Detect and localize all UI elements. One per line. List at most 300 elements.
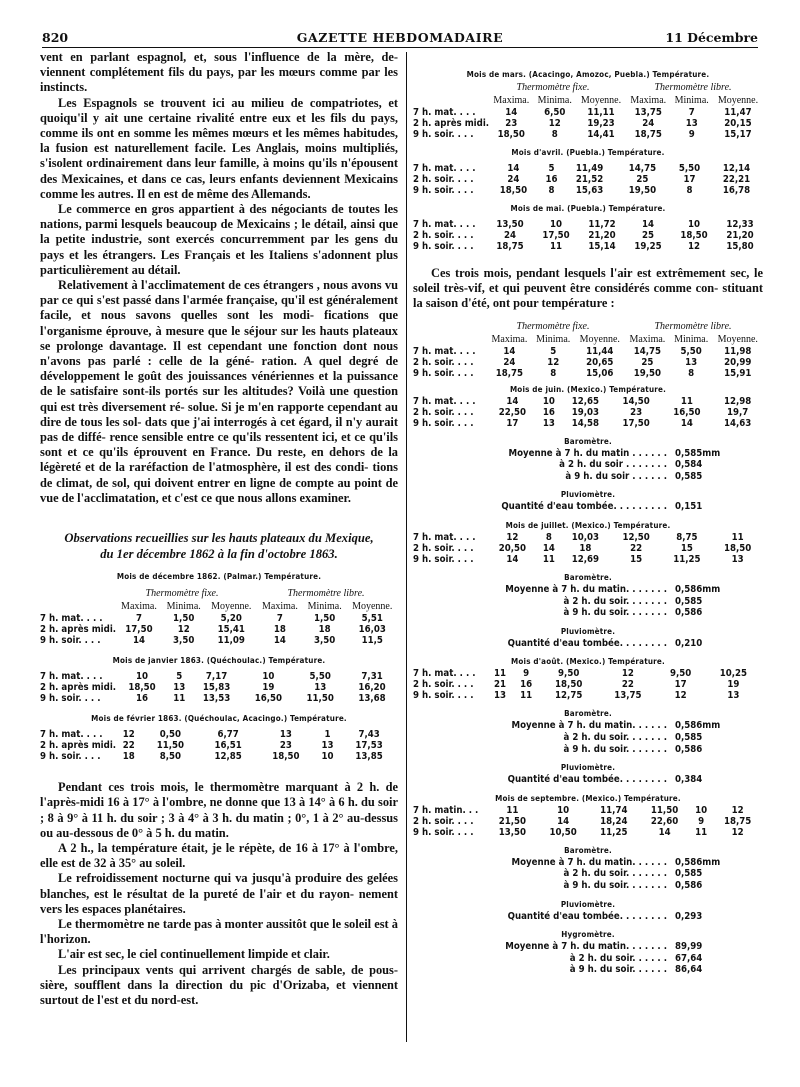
table-row bbox=[413, 129, 763, 140]
table-cell: 11,50 bbox=[306, 693, 334, 705]
col-header: Maxima. bbox=[630, 95, 667, 106]
table-row bbox=[413, 357, 763, 368]
table-cell: 25 bbox=[636, 174, 649, 185]
table-cell: 17,50 bbox=[125, 624, 153, 636]
paragraph: L'air est sec, le ciel continuellement limpide et clair. bbox=[58, 947, 330, 962]
table-cell: 11,74 bbox=[600, 804, 628, 816]
table-cell: 11,5 bbox=[361, 635, 383, 647]
barometer-row: à 9 h. du soir. . . . . . . 0,586 bbox=[563, 607, 703, 619]
paragraph: A 2 h., la température était, je le répète, de 16 à 17° à l'ombre, elle est de 32 à 35° au soleil. bbox=[40, 840, 398, 871]
table-cell: 12 bbox=[621, 668, 634, 680]
col-header: Maxima. bbox=[121, 601, 157, 613]
pluviometer-heading: Pluviomètre. bbox=[560, 899, 616, 909]
row-label: 7 h. mat. . . . bbox=[413, 163, 476, 174]
thermometer-headings bbox=[413, 81, 763, 94]
paragraph: Les Espagnols se trouvent ici au milieu de compatriotes, et quoiqu'il y ait une certaine rivalité entre eux et les fils du pays, comme ils ont en somme les mêmes mœurs et les mêmes habitudes, la fusion est naturellement facile. Les Anglais, moins multipliés, s'isolent ordinairement dans leur famille, à moins qu'ils n'épousent des Mexicaines, et dans ce cas, leurs enfants deviennent Mexicains comme les autres. Il en est de même des Allemands. bbox=[40, 95, 398, 201]
barometer-row: à 2 h. du soir. . . . . . . 0,585 bbox=[563, 868, 703, 880]
thermo-libre-label: Thermomètre libre. bbox=[654, 82, 732, 93]
table-cell: 14,50 bbox=[622, 395, 650, 407]
table-cell: 18,75 bbox=[723, 815, 752, 827]
table-row bbox=[40, 740, 398, 751]
table-cell: 6,77 bbox=[217, 729, 239, 741]
left-column bbox=[40, 50, 398, 1008]
table-cell: 13,75 bbox=[634, 107, 662, 118]
table-cell: 1,50 bbox=[173, 613, 195, 625]
col-header: Moyenne. bbox=[579, 333, 620, 345]
month-heading: Mois d'août. (Mexico.) Température. bbox=[511, 657, 665, 667]
column-headers bbox=[413, 333, 763, 346]
barometer-row: à 9 h. du soir. . . . . . . 0,586 bbox=[563, 743, 703, 755]
table-cell: 22 bbox=[122, 740, 135, 752]
barometer-row: Moyenne à 7 h. du matin . . . . . . 0,585mm bbox=[508, 447, 721, 459]
table-row bbox=[413, 827, 763, 838]
table-cell: 18,75 bbox=[634, 129, 662, 140]
hygrometer-heading: Hygromètre. bbox=[561, 930, 615, 940]
table-cell: 23 bbox=[505, 118, 518, 129]
col-header: Minima. bbox=[674, 333, 709, 345]
col-header: Minima. bbox=[307, 601, 342, 613]
paragraph: vent en parlant espagnol, et, sous l'influence de la mère, de- viennent complétement fils du pays, par les mœurs comme par les instincts. bbox=[40, 50, 398, 95]
table-cell: 11,25 bbox=[673, 553, 701, 565]
table-cell: 11 bbox=[731, 531, 744, 543]
table-cell: 25 bbox=[641, 230, 654, 241]
table-cell: 22,60 bbox=[650, 815, 679, 827]
temperature-table bbox=[413, 396, 763, 429]
table-cell: 14 bbox=[506, 553, 519, 565]
table-row bbox=[413, 543, 763, 554]
table-cell: 19,03 bbox=[571, 406, 600, 418]
table-cell: 19,25 bbox=[634, 241, 662, 252]
row-label: 2 h. soir. . . . bbox=[413, 406, 474, 418]
thermo-fixe-label: Thermomètre fixe. bbox=[516, 82, 590, 93]
table-row bbox=[40, 613, 398, 624]
temperature-table bbox=[413, 532, 763, 565]
table-cell: 13,50 bbox=[496, 219, 524, 230]
table-row bbox=[413, 241, 763, 252]
table-row bbox=[413, 690, 763, 701]
table-cell: 14 bbox=[505, 107, 518, 118]
temperature-table bbox=[40, 671, 398, 704]
month-heading: Mois de juin. (Mexico.) Température. bbox=[509, 384, 667, 394]
table-cell: 12,50 bbox=[622, 531, 650, 543]
barometer-row: à 2 h. du soir. . . . . . . 0,585 bbox=[563, 731, 703, 743]
summary-paragraph: Ces trois mois, pendant lesquels l'air est extrêmement sec, le soleil très-vif, et qui peuvent être considérés comme con- stituant la saison d'été, ont pour température : bbox=[413, 266, 763, 311]
barometer-heading: Baromètre. bbox=[564, 572, 612, 582]
table-cell: 11 bbox=[542, 553, 555, 565]
row-label: 9 h. soir. . . . bbox=[413, 553, 474, 565]
table-cell: 21 bbox=[494, 679, 507, 691]
table-row bbox=[413, 368, 763, 379]
table-row bbox=[413, 816, 763, 827]
table-cell: 13,75 bbox=[614, 690, 642, 702]
table-cell: 16 bbox=[520, 679, 533, 691]
table-cell: 10 bbox=[557, 804, 570, 816]
issue-date: 11 Décembre bbox=[665, 30, 758, 45]
temperature-table bbox=[413, 668, 763, 701]
table-cell: 13 bbox=[321, 740, 334, 752]
table-cell: 12 bbox=[731, 826, 744, 838]
table-cell: 10 bbox=[135, 671, 148, 683]
table-cell: 16,50 bbox=[673, 406, 701, 418]
hygrometer-row: à 9 h. du soir. . . . . . 86,64 bbox=[569, 964, 703, 976]
table-cell: 16 bbox=[545, 174, 558, 185]
paragraph: Relativement à l'acclimatement de ces étrangers , nous avons vu par ce qui s'est passé dans l'armée française, qu'il est généralement facile, et nous savons quelles sont les modi- fications que l'organisme éprouve, à mesure que le séjour sur les hauts plateaux se prolonge davantage. Il est cependant une fonction dont nous n'avons pas parlé : celle de la géné- ration. A quel degré de développement le goût des jouissances vénériennes et la puissance de le satisfaire sont-ils portés sur les altitudes? Voilà une question qui est très diversement ré- solue. Si je m'en rapporte cependant au dire de tous les sol- dats que j'ai interrogés à cet égard, il n'y aurait pas de diffé- rence sensible entre ce qu'ils ressentent ici, et ce qu'ils sont et ce qu'ils éprouvent en France. Du reste, en dehors de la légèreté et de la raréfaction de l'atmosphère, il est des condi- tions de climat, de sol, qui doivent entrer en ligne de compte au point de vue de l'acclimatation, et c'est ce que nous allons examiner. bbox=[40, 278, 398, 505]
table-cell: 18,75 bbox=[495, 367, 524, 379]
month-heading: Mois de mars. (Acacingo, Amozoc, Puebla.) Température. bbox=[466, 70, 710, 79]
table-cell: 20,65 bbox=[586, 356, 614, 368]
barometer-heading: Baromètre. bbox=[564, 709, 612, 719]
table-cell: 22,50 bbox=[498, 406, 527, 418]
col-header: Maxima. bbox=[262, 601, 298, 613]
table-cell: 9,50 bbox=[558, 668, 580, 680]
table-cell: 10 bbox=[321, 751, 334, 763]
table-cell: 17,53 bbox=[355, 740, 383, 752]
table-cell: 18,75 bbox=[496, 241, 524, 252]
table-row bbox=[413, 185, 763, 196]
table-cell: 20,99 bbox=[724, 356, 752, 368]
row-label: 2 h. soir. . . . bbox=[413, 356, 474, 368]
barometer-row: à 2 h. du soir . . . . . . . 0,584 bbox=[559, 459, 703, 471]
table-cell: 13,53 bbox=[202, 693, 231, 705]
temperature-table bbox=[413, 163, 763, 196]
table-cell: 23 bbox=[630, 406, 643, 418]
temperature-table bbox=[413, 94, 763, 140]
table-cell: 21,20 bbox=[588, 230, 616, 241]
table-cell: 12 bbox=[687, 241, 700, 252]
pluviometer-row: Quantité d'eau tombée. . . . . . . . 0,384 bbox=[507, 774, 703, 786]
row-label: 7 h. mat. . . . bbox=[413, 345, 476, 357]
table-cell: 14 bbox=[680, 417, 693, 429]
table-row bbox=[413, 230, 763, 241]
row-label: 7 h. mat. . . . bbox=[40, 729, 103, 741]
table-cell: 13,50 bbox=[498, 826, 527, 838]
table-cell: 15 bbox=[630, 553, 643, 565]
month-heading: Mois d'avril. (Puebla.) Température. bbox=[511, 148, 665, 157]
table-cell: 15,83 bbox=[202, 682, 231, 694]
table-cell: 18,24 bbox=[600, 815, 628, 827]
table-cell: 11,72 bbox=[588, 219, 616, 230]
table-cell: 7 bbox=[276, 613, 283, 625]
table-cell: 10,50 bbox=[549, 826, 577, 838]
month-heading: Mois de mai. (Puebla.) Température. bbox=[510, 204, 666, 213]
table-cell: 11 bbox=[549, 241, 562, 252]
table-cell: 10 bbox=[695, 804, 708, 816]
table-cell: 11,98 bbox=[724, 345, 752, 357]
table-cell: 8,50 bbox=[159, 751, 181, 763]
table-cell: 13 bbox=[727, 690, 740, 702]
table-cell: 12 bbox=[548, 118, 561, 129]
table-cell: 14 bbox=[658, 826, 671, 838]
table-cell: 15 bbox=[680, 542, 693, 554]
row-label: 9 h. soir. . . . bbox=[40, 693, 101, 705]
paragraph: Le refroidissement nocturne qui va jusqu'à produire des gelées blanches, est le résultat de la pureté de l'air et du rayon- nement vers les espaces planétaires. bbox=[40, 871, 398, 916]
col-header: Moyenne. bbox=[211, 601, 252, 613]
table-cell: 20,50 bbox=[498, 542, 527, 554]
table-cell: 11 bbox=[506, 804, 519, 816]
table-cell: 18,50 bbox=[272, 751, 300, 763]
barometer-row: Moyenne à 7 h. du matin. . . . . . 0,586mm bbox=[511, 720, 721, 732]
table-cell: 5 bbox=[550, 345, 557, 357]
table-cell: 19,7 bbox=[726, 406, 749, 418]
pluviometer-heading: Pluviomètre. bbox=[560, 763, 616, 773]
table-cell: 7,43 bbox=[358, 729, 380, 741]
col-header: Minima. bbox=[674, 95, 709, 106]
table-cell: 25 bbox=[641, 356, 654, 368]
row-label: 9 h. soir. . . . bbox=[413, 826, 474, 838]
table-cell: 11 bbox=[520, 690, 533, 702]
table-cell: 3,50 bbox=[173, 635, 195, 647]
table-cell: 15,41 bbox=[217, 624, 245, 636]
table-cell: 12 bbox=[731, 804, 744, 816]
observations-caption: Observations recueillies sur les hauts plateaux du Mexique, bbox=[64, 531, 374, 546]
table-cell: 19,50 bbox=[633, 367, 662, 379]
table-cell: 11,50 bbox=[650, 804, 679, 816]
table-cell: 10,03 bbox=[571, 531, 600, 543]
col-header: Maxima. bbox=[493, 95, 530, 106]
journal-title: GAZETTE HEBDOMADAIRE bbox=[296, 30, 504, 45]
table-row bbox=[413, 346, 763, 357]
table-cell: 23 bbox=[279, 740, 292, 752]
table-cell: 13 bbox=[314, 682, 327, 694]
table-cell: 14 bbox=[641, 219, 654, 230]
row-label: 7 h. mat. . . . bbox=[40, 671, 103, 683]
row-label: 9 h. soir. . . . bbox=[413, 129, 474, 140]
temperature-table bbox=[413, 805, 763, 838]
table-cell: 13 bbox=[685, 118, 698, 129]
pluviometer-row: Quantité d'eau tombée. . . . . . . . 0,210 bbox=[507, 637, 703, 649]
table-cell: 11 bbox=[695, 826, 708, 838]
table-cell: 14,58 bbox=[571, 417, 600, 429]
table-cell: 1 bbox=[324, 729, 331, 741]
table-cell: 10 bbox=[262, 671, 275, 683]
table-cell: 16,78 bbox=[722, 185, 751, 196]
row-label: 9 h. soir. . . . bbox=[40, 751, 101, 763]
paragraph: Le thermomètre ne tarde pas à monter aussitôt que le soleil est à l'horizon. bbox=[40, 916, 398, 947]
table-row bbox=[413, 679, 763, 690]
row-label: 2 h. soir. . . . bbox=[413, 174, 474, 185]
col-header: Moyenne. bbox=[717, 333, 758, 345]
table-cell: 8,75 bbox=[676, 531, 698, 543]
table-cell: 11,50 bbox=[156, 740, 184, 752]
table-cell: 16 bbox=[542, 406, 555, 418]
table-cell: 17,50 bbox=[622, 417, 650, 429]
row-label: 2 h. soir. . . . bbox=[413, 815, 474, 827]
row-label: 7 h. matin. . . bbox=[413, 804, 479, 816]
table-row bbox=[413, 554, 763, 565]
table-cell: 11 bbox=[173, 693, 186, 705]
table-cell: 16,51 bbox=[214, 740, 242, 752]
table-cell: 14,75 bbox=[628, 163, 657, 174]
table-row bbox=[413, 407, 763, 418]
table-cell: 7,17 bbox=[205, 671, 228, 683]
table-cell: 22 bbox=[630, 542, 643, 554]
row-label: 7 h. mat. . . . bbox=[413, 219, 476, 230]
table-cell: 14,75 bbox=[633, 345, 662, 357]
barometer-row: à 2 h. du soir. . . . . . . 0,585 bbox=[563, 595, 703, 607]
column-headers bbox=[40, 600, 398, 613]
col-header: Maxima. bbox=[629, 333, 666, 345]
table-cell: 5,51 bbox=[361, 613, 383, 625]
row-label: 9 h. soir. . . . bbox=[40, 635, 101, 647]
table-cell: 24 bbox=[642, 118, 655, 129]
table-cell: 5,50 bbox=[678, 163, 701, 174]
table-cell: 19 bbox=[262, 682, 275, 694]
row-label: 2 h. soir. . . . bbox=[413, 230, 474, 241]
table-cell: 0,50 bbox=[159, 729, 181, 741]
row-label: 7 h. mat. . . . bbox=[413, 395, 476, 407]
observations-caption-dates: du 1er décembre 1862 à la fin d'octobre 1863. bbox=[100, 547, 338, 562]
table-row bbox=[40, 682, 398, 693]
table-cell: 21,20 bbox=[726, 230, 754, 241]
table-row bbox=[413, 396, 763, 407]
table-cell: 8 bbox=[688, 367, 695, 379]
table-cell: 6,50 bbox=[544, 107, 566, 118]
table-cell: 11,47 bbox=[724, 107, 752, 118]
table-cell: 16,50 bbox=[254, 693, 283, 705]
table-cell: 9 bbox=[688, 129, 695, 140]
table-cell: 11 bbox=[494, 668, 507, 680]
table-cell: 13 bbox=[173, 682, 186, 694]
table-cell: 14 bbox=[503, 345, 516, 357]
table-cell: 12 bbox=[122, 729, 135, 741]
table-cell: 8 bbox=[548, 185, 555, 196]
row-label: 9 h. soir. . . . bbox=[413, 367, 474, 379]
right-column bbox=[413, 50, 763, 976]
table-cell: 12 bbox=[506, 531, 519, 543]
table-cell: 17 bbox=[683, 174, 696, 185]
table-cell: 5 bbox=[176, 671, 183, 683]
table-cell: 7,31 bbox=[361, 671, 383, 683]
table-cell: 15,80 bbox=[726, 241, 754, 252]
thermometer-headings bbox=[40, 587, 398, 600]
table-cell: 16,20 bbox=[358, 682, 386, 694]
table-cell: 18,50 bbox=[128, 682, 156, 694]
table-cell: 18,50 bbox=[680, 230, 708, 241]
table-row bbox=[413, 174, 763, 185]
table-cell: 11,49 bbox=[575, 163, 604, 174]
table-cell: 5,50 bbox=[680, 345, 702, 357]
table-cell: 7 bbox=[688, 107, 695, 118]
page-number: 820 bbox=[42, 30, 69, 45]
table-cell: 14 bbox=[557, 815, 570, 827]
row-label: 2 h. soir. . . . bbox=[413, 542, 474, 554]
table-cell: 5,20 bbox=[220, 613, 242, 625]
table-cell: 9,50 bbox=[669, 668, 692, 680]
table-cell: 19,23 bbox=[587, 118, 615, 129]
table-cell: 8 bbox=[545, 531, 552, 543]
barometer-heading: Baromètre. bbox=[564, 436, 612, 446]
pluviometer-heading: Pluviomètre. bbox=[560, 626, 616, 636]
header-rule bbox=[42, 47, 758, 48]
row-label: 2 h. après midi. bbox=[413, 118, 490, 129]
thermo-libre-label: Thermomètre libre. bbox=[654, 320, 732, 332]
table-cell: 5 bbox=[548, 163, 555, 174]
col-header: Maxima. bbox=[491, 333, 528, 345]
table-cell: 3,50 bbox=[314, 635, 336, 647]
table-cell: 12,75 bbox=[555, 690, 583, 702]
table-cell: 9 bbox=[698, 815, 705, 827]
table-cell: 12,69 bbox=[571, 553, 600, 565]
barometer-row: Moyenne à 7 h. du matin. . . . . . 0,586mm bbox=[511, 856, 721, 868]
table-cell: 18,50 bbox=[499, 185, 528, 196]
table-cell: 8 bbox=[551, 129, 558, 140]
temperature-table bbox=[40, 729, 398, 762]
table-cell: 18,50 bbox=[555, 679, 583, 691]
table-cell: 12 bbox=[547, 356, 560, 368]
table-cell: 20,15 bbox=[724, 118, 752, 129]
column-divider bbox=[406, 52, 407, 1042]
table-cell: 18,50 bbox=[497, 129, 525, 140]
table-cell: 1,50 bbox=[314, 613, 336, 625]
table-row bbox=[40, 671, 398, 682]
pluviometer-heading: Pluviomètre. bbox=[560, 490, 616, 500]
table-cell: 12,33 bbox=[726, 219, 754, 230]
table-cell: 14,41 bbox=[587, 129, 615, 140]
paragraph: Le commerce en gros appartient à des négociants de toutes les nations, parmi lesquels beaucoup de Mexicains ; le détail, ainsi que la petite industrie, sont exercés concurremment par les gens du pays et les étrangers. Les Français et les Italiens s'adonnent plus particulièrement au détail. bbox=[40, 202, 398, 277]
table-cell: 18 bbox=[579, 542, 592, 554]
table-cell: 10,25 bbox=[719, 668, 747, 680]
table-row bbox=[40, 729, 398, 740]
table-cell: 22 bbox=[621, 679, 634, 691]
col-header: Moyenne. bbox=[580, 95, 622, 106]
col-header: Minima. bbox=[536, 333, 571, 345]
table-cell: 17,50 bbox=[542, 230, 570, 241]
table-cell: 21,52 bbox=[575, 174, 604, 185]
table-cell: 19 bbox=[727, 679, 740, 691]
row-label: 9 h. soir. . . . bbox=[413, 241, 474, 252]
table-cell: 12,85 bbox=[214, 751, 242, 763]
paragraph: Les principaux vents qui arrivent chargés de sable, de pous- sière, soufflent dans la direction du pic d'Orizaba, et viennent surtout de l'est et du nord-est. bbox=[40, 962, 398, 1007]
barometer-row: Moyenne à 7 h. du matin. . . . . . . 0,586mm bbox=[505, 583, 721, 595]
row-label: 7 h. mat. . . . bbox=[40, 613, 103, 625]
table-cell: 14 bbox=[273, 635, 286, 647]
thermo-fixe-label: Thermomètre fixe. bbox=[516, 320, 590, 332]
table-cell: 18 bbox=[273, 624, 286, 636]
table-cell: 11,11 bbox=[587, 107, 615, 118]
table-cell: 24 bbox=[507, 174, 520, 185]
month-heading: Mois de septembre. (Mexico.) Température. bbox=[495, 793, 681, 803]
pluviometer-row: Quantité d'eau tombée. . . . . . . . 0,293 bbox=[507, 910, 703, 922]
table-cell: 18 bbox=[318, 624, 331, 636]
table-cell: 12,14 bbox=[722, 163, 751, 174]
table-row bbox=[40, 751, 398, 762]
table-row bbox=[40, 624, 398, 635]
table-cell: 12,98 bbox=[723, 395, 752, 407]
table-cell: 13,68 bbox=[358, 693, 386, 705]
table-cell: 14,63 bbox=[723, 417, 752, 429]
table-row bbox=[413, 532, 763, 543]
table-cell: 8 bbox=[550, 367, 557, 379]
column-headers bbox=[413, 94, 763, 107]
table-cell: 7 bbox=[135, 613, 142, 625]
thermo-fixe-label: Thermomètre fixe. bbox=[145, 588, 219, 600]
barometer-row: à 9 h. du soir . . . . . . 0,585 bbox=[565, 470, 703, 482]
col-header: Moyenne. bbox=[352, 601, 393, 613]
table-cell: 12,65 bbox=[571, 395, 600, 407]
table-cell: 13 bbox=[494, 690, 507, 702]
table-row bbox=[40, 635, 398, 646]
table-row bbox=[413, 418, 763, 429]
table-cell: 24 bbox=[503, 230, 516, 241]
table-cell: 14 bbox=[506, 395, 519, 407]
table-row bbox=[413, 219, 763, 230]
temperature-table bbox=[413, 219, 763, 252]
barometer-heading: Baromètre. bbox=[564, 845, 612, 855]
table-cell: 15,06 bbox=[586, 367, 614, 379]
table-cell: 11,44 bbox=[586, 345, 614, 357]
table-cell: 15,63 bbox=[575, 185, 604, 196]
table-cell: 15,17 bbox=[724, 129, 752, 140]
